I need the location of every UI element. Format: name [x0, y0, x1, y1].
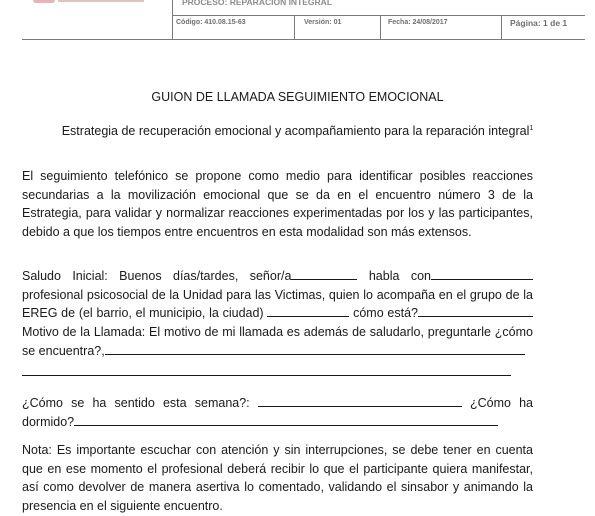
document-header [22, 0, 585, 40]
question-text: ¿Cómo ha dormido? [22, 396, 533, 429]
page-number: Página: 1 de 1 [510, 18, 568, 28]
process-name: PROCESO: REPARACION INTEGRAL [182, 0, 333, 7]
subtitle-text: Estrategia de recuperación emocional y acompañamiento para la reparación integral [61, 124, 530, 139]
status-blank [418, 305, 533, 317]
header-row-divider [172, 15, 585, 16]
document-version: Versión: 01 [304, 19, 342, 26]
question-text: ¿Cómo se ha sentido esta semana?: [22, 396, 250, 410]
greeting-text: habla con [368, 269, 431, 283]
footnote-marker: 1 [529, 125, 534, 132]
greeting-text: profesional psicosocial de la Unidad para las Victimas, quien lo acompaña en el grupo de la EREG de (el barrio, el municipio, la ciudad) [22, 287, 533, 321]
header-divider [294, 15, 295, 39]
header-divider [501, 15, 502, 39]
page-subtitle [22, 120, 573, 140]
header-divider [380, 15, 381, 39]
sleep-blank [74, 414, 498, 426]
question-paragraph [22, 394, 533, 431]
call-reason-text: Motivo de la Llamada: El motivo de mi llamada es además de saludarlo, preguntarle ¿cómo se encuentra?, [22, 325, 533, 358]
intro-paragraph: El seguimiento telefónico se propone como medio para identificar posibles reacciones secundarias a la movilización emocional que se da en el encuentro número 3 de la Estrategia, para validar y normalizar reacciones experimentadas por los y las participantes, debido a que los tiempos entre encuentros en esta modalidad son más extensos. [22, 169, 533, 240]
place-blank [267, 305, 349, 317]
logo-bar [58, 0, 144, 2]
feeling-blank [258, 395, 462, 407]
document-date: Fecha: 24/08/2017 [388, 19, 448, 26]
name-blank [291, 268, 357, 280]
header-divider [172, 0, 173, 39]
greeting-text: cómo está? [353, 306, 418, 321]
greeting-text: Saludo Inicial: Buenos días/tardes, señor/a [22, 269, 292, 283]
greeting-paragraph [22, 267, 533, 376]
professional-name-blank [431, 268, 533, 280]
answer-blank [105, 343, 525, 355]
logo-mark [33, 0, 55, 3]
page-title: GUION DE LLAMADA SEGUIMIENTO EMOCIONAL [151, 90, 444, 104]
answer-line [22, 361, 511, 376]
document-code: Código: 410.08.15-63 [176, 19, 246, 26]
note-paragraph: Nota: Es importante escuchar con atención y sin interrupciones, se debe tener en cuenta que en ese momento el profesional deberá recibir lo que el participante quiera manifestar, así como devolver de manera asertiva lo comentado, validando el sinsabor y animando la presencia en el siguiente encuentro. [22, 443, 533, 514]
